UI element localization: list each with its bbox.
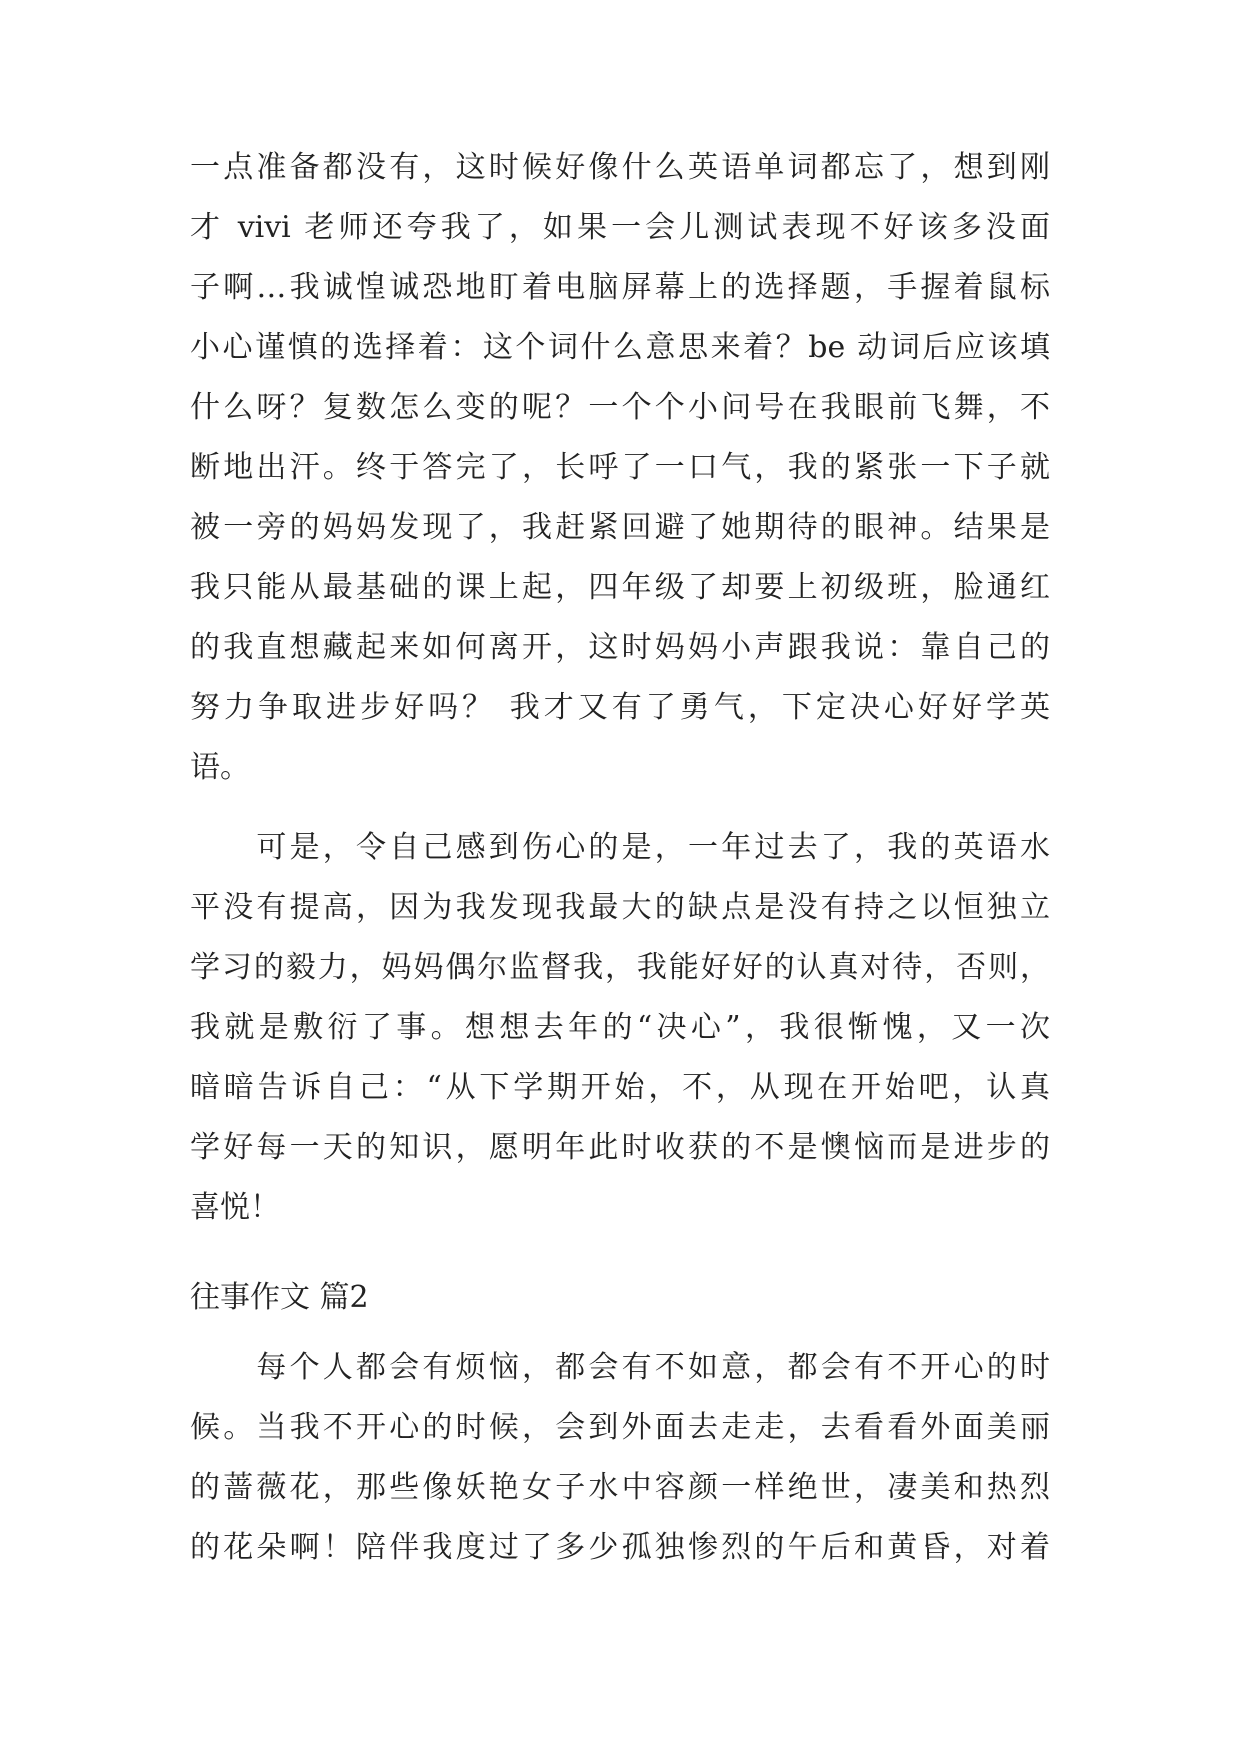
text-line: 可是，令自己感到伤心的是，一年过去了，我的英语水 [190,830,1050,865]
text-line: 平没有提高，因为我发现我最大的缺点是没有持之以恒独立 [190,890,1050,925]
text-line: 小心谨慎的选择着：这个词什么意思来着？be 动词后应该填 [190,330,1050,365]
text-line: 的花朵啊！陪伴我度过了多少孤独惨烈的午后和黄昏，对着 [190,1530,1050,1565]
text-line: 候。当我不开心的时候，会到外面去走走，去看看外面美丽 [190,1410,1050,1445]
text-line: 学习的毅力，妈妈偶尔监督我，我能好好的认真对待，否则， [190,950,1050,985]
text-line: 我只能从最基础的课上起，四年级了却要上初级班，脸通红 [190,570,1050,605]
text-line: 每个人都会有烦恼，都会有不如意，都会有不开心的时 [190,1350,1050,1385]
text-line: 学好每一天的知识，愿明年此时收获的不是懊恼而是进步的 [190,1130,1050,1165]
text-line: 暗暗告诉自己：“从下学期开始，不，从现在开始吧，认真 [190,1070,1050,1105]
text-line: 我就是敷衍了事。想想去年的“决心”，我很惭愧，又一次 [190,1010,1050,1045]
text-line: 的我直想藏起来如何离开，这时妈妈小声跟我说：靠自己的 [190,630,1050,665]
text-line: 语。 [190,750,250,785]
text-line: 什么呀？复数怎么变的呢？一个个小问号在我眼前飞舞，不 [190,390,1050,425]
text-line: 断地出汗。终于答完了，长呼了一口气，我的紧张一下子就 [190,450,1050,485]
text-line: 子啊…我诚惶诚恐地盯着电脑屏幕上的选择题，手握着鼠标 [190,270,1050,305]
section-heading: 往事作文 篇2 [190,1280,369,1315]
text-line: 一点准备都没有，这时候好像什么英语单词都忘了，想到刚 [190,150,1050,185]
text-line: 努力争取进步好吗？ 我才又有了勇气，下定决心好好学英 [190,690,1050,725]
text-line: 喜悦！ [190,1190,280,1225]
text-line: 被一旁的妈妈发现了，我赶紧回避了她期待的眼神。结果是 [190,510,1050,545]
text-line: 才 vivi 老师还夸我了，如果一会儿测试表现不好该多没面 [190,210,1050,245]
text-line: 的蔷薇花，那些像妖艳女子水中容颜一样绝世，凄美和热烈 [190,1470,1050,1505]
